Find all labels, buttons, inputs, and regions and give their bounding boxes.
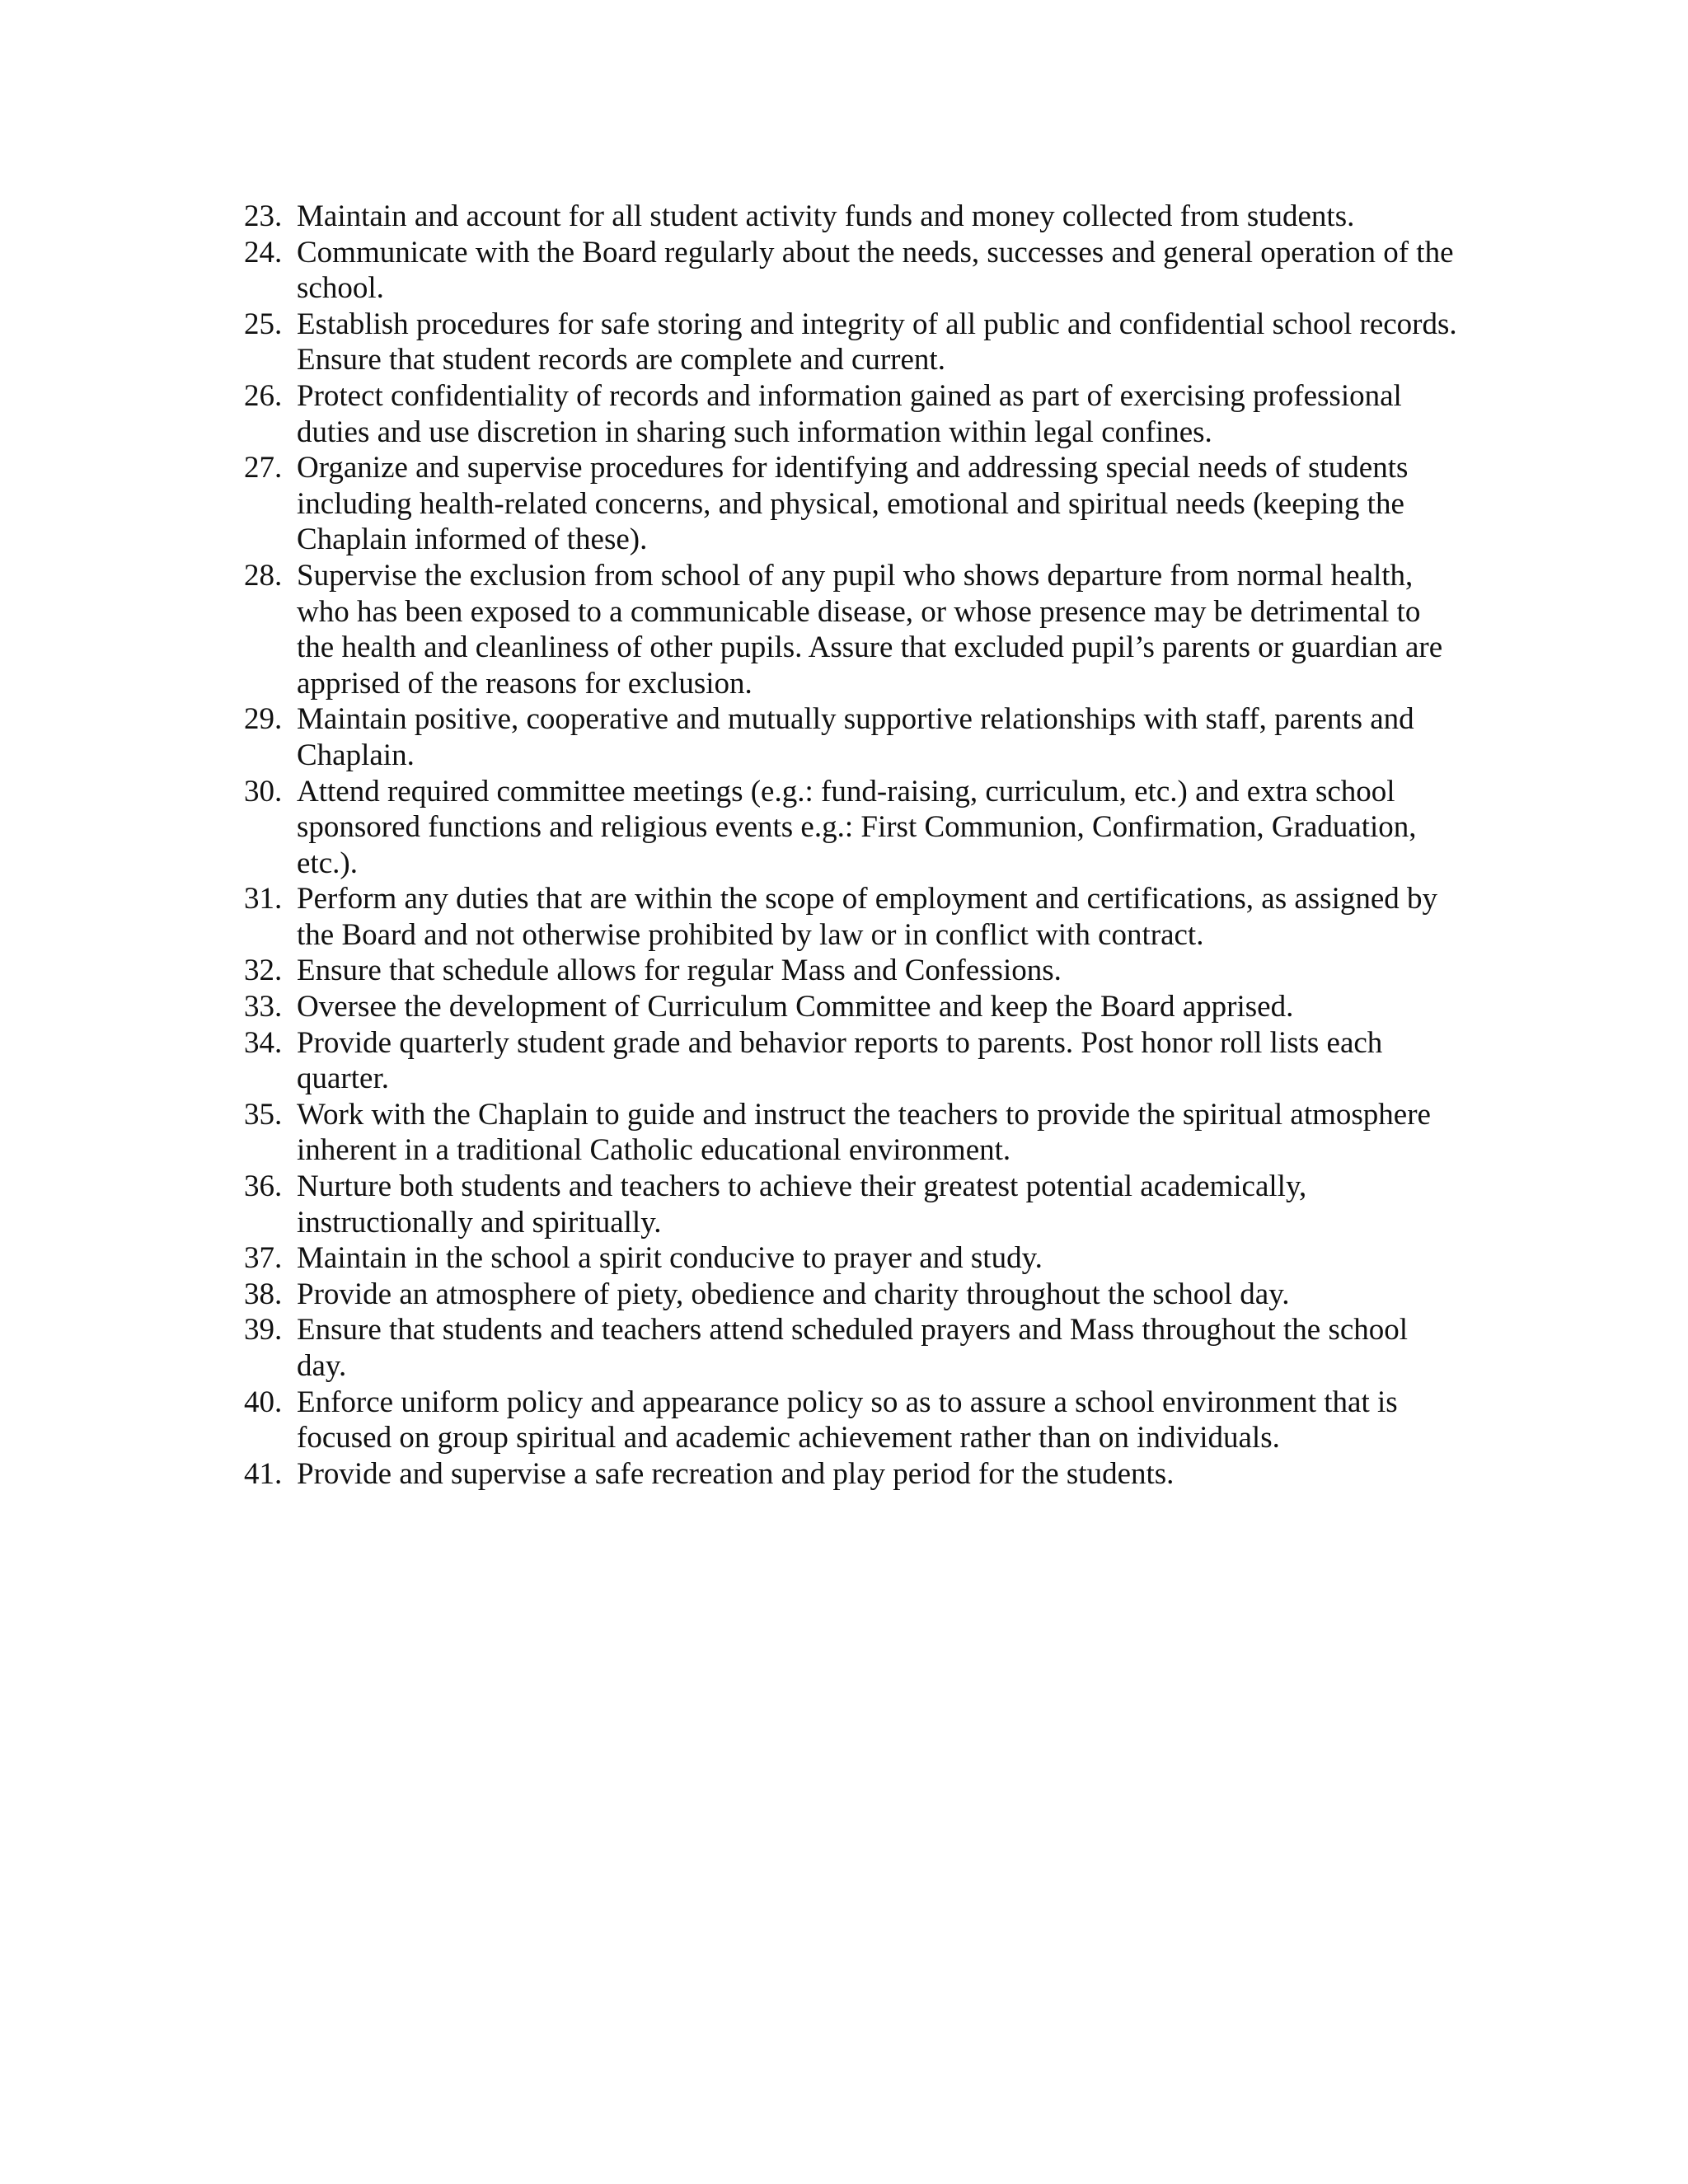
item-number: 27. bbox=[244, 451, 283, 485]
list-item bbox=[244, 701, 1464, 773]
list-item bbox=[244, 1312, 1464, 1384]
item-text: Perform any duties that are within the scope of employment and certifications, as assigned by the Board and not otherwise prohibited by law or in conflict with contract. bbox=[297, 882, 1438, 952]
list-item bbox=[244, 558, 1464, 701]
duties-list bbox=[244, 199, 1464, 1492]
item-text: Attend required committee meetings (e.g.: fund-raising, curriculum, etc.) and extra school sponsored functions and religious events e.g.: First Communion, Confirmation, Graduation, etc.). bbox=[297, 774, 1417, 880]
item-text: Maintain positive, cooperative and mutually supportive relationships with staff, parents and Chaplain. bbox=[297, 702, 1414, 772]
item-text: Maintain in the school a spirit conducive to prayer and study. bbox=[297, 1241, 1043, 1276]
list-item bbox=[244, 1169, 1464, 1240]
item-number: 23. bbox=[244, 199, 283, 233]
item-number: 40. bbox=[244, 1385, 283, 1419]
item-number: 39. bbox=[244, 1313, 283, 1347]
list-item bbox=[244, 378, 1464, 450]
list-item bbox=[244, 1097, 1464, 1169]
list-item bbox=[244, 953, 1464, 989]
item-number: 29. bbox=[244, 702, 283, 737]
list-item bbox=[244, 1240, 1464, 1277]
item-number: 33. bbox=[244, 990, 283, 1024]
item-text: Provide and supervise a safe recreation and play period for the students. bbox=[297, 1456, 1175, 1491]
item-text: Enforce uniform policy and appearance policy so as to assure a school environment that is focused on group spiritual and academic achievement rather than on individuals. bbox=[297, 1385, 1398, 1455]
list-item bbox=[244, 235, 1464, 307]
list-item bbox=[244, 450, 1464, 558]
item-text: Provide quarterly student grade and behavior reports to parents. Post honor roll lists each quarter. bbox=[297, 1025, 1383, 1096]
item-number: 34. bbox=[244, 1025, 283, 1060]
item-number: 35. bbox=[244, 1097, 283, 1132]
list-item bbox=[244, 1025, 1464, 1097]
item-number: 37. bbox=[244, 1241, 283, 1276]
item-text: Supervise the exclusion from school of any pupil who shows departure from normal health, who has been exposed to a communicable disease, or whose presence may be detrimental to the health and cleanliness of other pupils. Assure that excluded pupil’s parents or guardian are apprised of the reasons for exclusion. bbox=[297, 558, 1443, 701]
item-number: 31. bbox=[244, 882, 283, 916]
item-number: 24. bbox=[244, 235, 283, 269]
item-text: Provide an atmosphere of piety, obedience and charity throughout the school day. bbox=[297, 1277, 1290, 1311]
item-number: 38. bbox=[244, 1277, 283, 1311]
item-text: Maintain and account for all student activity funds and money collected from students. bbox=[297, 199, 1355, 233]
item-number: 28. bbox=[244, 558, 283, 593]
list-item bbox=[244, 307, 1464, 378]
item-number: 25. bbox=[244, 307, 283, 341]
list-item bbox=[244, 774, 1464, 882]
item-number: 30. bbox=[244, 774, 283, 808]
list-item bbox=[244, 989, 1464, 1025]
item-text: Nurture both students and teachers to achieve their greatest potential academically, instructionally and spiritually. bbox=[297, 1169, 1307, 1240]
item-text: Communicate with the Board regularly about the needs, successes and general operation of the school. bbox=[297, 235, 1454, 306]
item-text: Work with the Chaplain to guide and instruct the teachers to provide the spiritual atmosphere inherent in a traditional Catholic educational environment. bbox=[297, 1097, 1431, 1168]
list-item bbox=[244, 199, 1464, 235]
item-number: 32. bbox=[244, 954, 283, 988]
item-text: Oversee the development of Curriculum Committee and keep the Board apprised. bbox=[297, 990, 1294, 1024]
item-text: Ensure that schedule allows for regular Mass and Confessions. bbox=[297, 954, 1062, 988]
list-item bbox=[244, 1277, 1464, 1313]
item-text: Protect confidentiality of records and information gained as part of exercising professional duties and use discretion in sharing such information within legal confines. bbox=[297, 378, 1402, 449]
item-text: Ensure that students and teachers attend scheduled prayers and Mass throughout the school day. bbox=[297, 1313, 1409, 1383]
item-text: Establish procedures for safe storing and integrity of all public and confidential school records. Ensure that student records are complete and current. bbox=[297, 307, 1457, 377]
item-number: 36. bbox=[244, 1169, 283, 1204]
list-item bbox=[244, 881, 1464, 953]
item-text: Organize and supervise procedures for identifying and addressing special needs of students including health-related concerns, and physical, emotional and spiritual needs (keeping the Chaplain informed of these). bbox=[297, 451, 1409, 557]
item-number: 41. bbox=[244, 1456, 283, 1491]
list-item bbox=[244, 1385, 1464, 1456]
item-number: 26. bbox=[244, 378, 283, 413]
list-item bbox=[244, 1456, 1464, 1493]
